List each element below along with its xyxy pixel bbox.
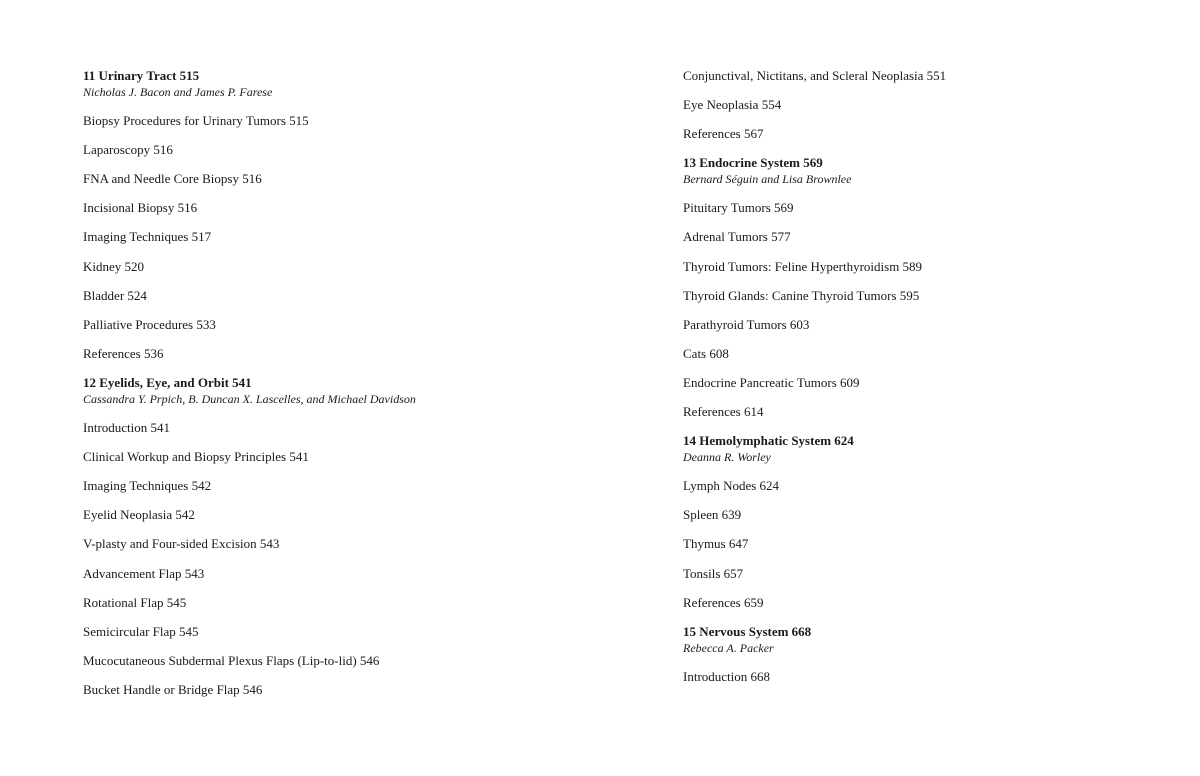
toc-entry: Thyroid Tumors: Feline Hyperthyroidism 589 [683, 258, 923, 274]
toc-entry: Adrenal Tumors 577 [683, 229, 791, 245]
toc-entry: Eye Neoplasia 554 [683, 97, 782, 113]
toc-entry: Cats 608 [683, 345, 729, 361]
toc-entry: Semicircular Flap 545 [83, 623, 199, 639]
chapter-heading-15-nervous-system-668 [683, 624, 1200, 656]
toc-entry: Thyroid Glands: Canine Thyroid Tumors 595 [683, 287, 920, 303]
chapter-heading-12-eyelids-eye-and-orbit-541 [83, 375, 603, 407]
toc-entry: References 567 [683, 126, 764, 142]
toc-entry: References 536 [83, 345, 164, 361]
toc-entry: References 659 [683, 594, 764, 610]
chapter-heading-14-hemolymphatic-system-624 [683, 433, 1200, 465]
toc-entry: Conjunctival, Nictitans, and Scleral Neoplasia 551 [683, 68, 947, 83]
toc-entry: Imaging Techniques 517 [83, 229, 212, 245]
toc-entry: Incisional Biopsy 516 [83, 200, 198, 216]
toc-entry: Lymph Nodes 624 [683, 478, 780, 494]
toc-left-column [83, 68, 603, 711]
chapter-title: 14 Hemolymphatic System 624 [683, 433, 854, 449]
chapter-heading-13-endocrine-system-569 [683, 155, 1200, 187]
chapter-authors: Deanna R. Worley [683, 450, 771, 465]
chapter-authors: Bernard Séguin and Lisa Brownlee [683, 172, 852, 187]
chapter-title: 12 Eyelids, Eye, and Orbit 541 [83, 374, 252, 390]
toc-entry: Rotational Flap 545 [83, 594, 187, 610]
chapter-authors: Nicholas J. Bacon and James P. Farese [83, 85, 273, 99]
toc-entry: V-plasty and Four-sided Excision 543 [83, 536, 280, 552]
toc-entry: Imaging Techniques 542 [83, 478, 212, 494]
toc-entry: Introduction 541 [83, 420, 171, 436]
toc-entry: Introduction 668 [683, 668, 771, 684]
toc-entry: Palliative Procedures 533 [83, 316, 216, 332]
toc-entry: Pituitary Tumors 569 [683, 200, 794, 216]
toc-entry: Spleen 639 [683, 507, 742, 523]
chapter-title: 13 Endocrine System 569 [683, 155, 823, 171]
chapter-authors: Cassandra Y. Prpich, B. Duncan X. Lascelles, and Michael Davidson [83, 391, 416, 406]
toc-entry: Laparoscopy 516 [83, 142, 173, 158]
toc-entry: Endocrine Pancreatic Tumors 609 [683, 374, 860, 390]
toc-entry: FNA and Needle Core Biopsy 516 [83, 171, 262, 187]
toc-right-column [683, 68, 1200, 698]
chapter-title: 15 Nervous System 668 [683, 623, 812, 639]
toc-entry: Clinical Workup and Biopsy Principles 541 [83, 449, 309, 465]
toc-entry: Thymus 647 [683, 536, 749, 552]
toc-entry: References 614 [683, 404, 764, 420]
toc-entry: Kidney 520 [83, 258, 145, 274]
toc-entry: Biopsy Procedures for Urinary Tumors 515 [83, 113, 309, 129]
toc-entry: Bladder 524 [83, 287, 147, 303]
toc-entry: Tonsils 657 [683, 565, 744, 581]
toc-entry: Eyelid Neoplasia 542 [83, 507, 195, 523]
toc-entry: Parathyroid Tumors 603 [683, 316, 810, 332]
chapter-heading-11-urinary-tract-515 [83, 68, 603, 100]
toc-entry: Bucket Handle or Bridge Flap 546 [83, 681, 263, 697]
chapter-authors: Rebecca A. Packer [683, 640, 774, 655]
chapter-title: 11 Urinary Tract 515 [83, 68, 200, 83]
toc-entry: Mucocutaneous Subdermal Plexus Flaps (Lip-to-lid) 546 [83, 652, 380, 668]
toc-entry: Advancement Flap 543 [83, 565, 205, 581]
